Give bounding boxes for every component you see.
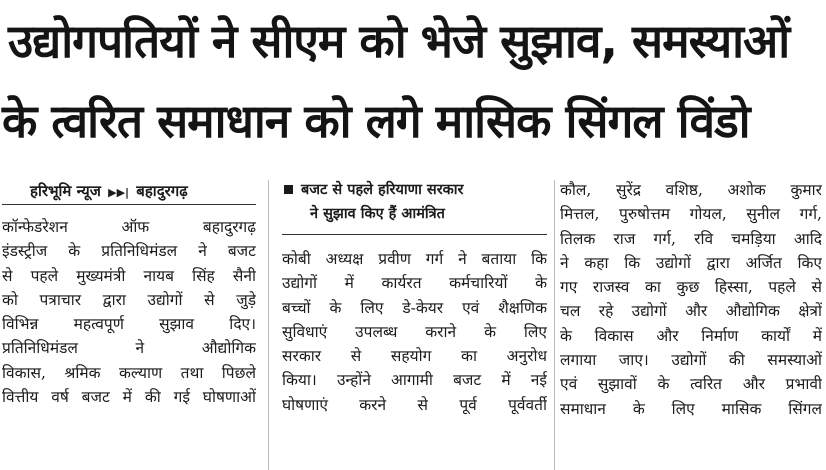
text-line: को पत्राचार द्वारा उद्योगों से जुड़े bbox=[2, 290, 256, 309]
article-column-2 bbox=[282, 178, 547, 417]
column-divider bbox=[268, 180, 269, 470]
text-line: प्रतिनिधिमंडल ने औद्योगिक bbox=[2, 339, 256, 358]
text-line: कोबी अध्यक्ष प्रवीण गर्ग ने बताया कि bbox=[282, 250, 547, 268]
text-line: किया। उन्होंने आगामी बजट में नई bbox=[282, 371, 547, 390]
column-3-body bbox=[560, 178, 822, 421]
text-line: सरकार से सहयोग का अनुरोध bbox=[282, 347, 547, 366]
text-line: एवं सुझावों के त्वरित और प्रभावी bbox=[560, 375, 822, 394]
column-1-body bbox=[2, 215, 256, 409]
text-line: सुविधाएं उपलब्ध कराने के लिए bbox=[282, 322, 547, 341]
text-line: कौल, सुरेंद्र वशिष्ठ, अशोक कुमार bbox=[560, 181, 822, 199]
headline-line-2: के त्वरित समाधान को लगे मासिक सिंगल विंडो bbox=[2, 94, 750, 148]
text-line: विकास, श्रमिक कल्याण तथा पिछले bbox=[2, 363, 256, 382]
subheading-line-1: बजट से पहले हरियाणा सरकार bbox=[301, 182, 464, 198]
text-line: से पहले मुख्यमंत्री नायब सिंह सैनी bbox=[2, 266, 256, 285]
article-column-3 bbox=[560, 178, 822, 421]
text-line: वित्तीय वर्ष बजट में की गई घोषणाओं bbox=[2, 388, 256, 407]
byline-source: हरिभूमि न्यूज bbox=[30, 182, 101, 200]
text-line: लगाया जाए। उद्योगों की समस्याओं bbox=[560, 351, 822, 370]
column-2-body bbox=[282, 247, 547, 417]
text-line: ने कहा कि उद्योगों द्वारा अर्जित किए bbox=[560, 253, 822, 272]
text-line: कॉन्फेडरेशन ऑफ बहादुरगढ़ bbox=[2, 218, 256, 236]
text-line: घोषणाएं करने से पूर्व पूर्ववर्ती bbox=[282, 395, 547, 414]
text-line: विभिन्न महत्वपूर्ण सुझाव दिए। bbox=[2, 315, 256, 334]
text-line: मित्तल, पुरुषोत्तम गोयल, सुनील गर्ग, bbox=[560, 205, 822, 224]
text-line: गए राजस्व का कुछ हिस्सा, पहले से bbox=[560, 278, 822, 297]
byline-arrows: ▶▶| bbox=[108, 186, 130, 199]
article-column-1 bbox=[2, 178, 256, 409]
text-line: चल रहे उद्योगों और औद्योगिक क्षेत्रों bbox=[560, 302, 822, 321]
text-line: बच्चों के लिए डे-केयर एवं शैक्षणिक bbox=[282, 298, 547, 317]
text-line: तिलक राज गर्ग, रवि चमड़िया आदि bbox=[560, 229, 822, 248]
text-line: समाधान के लिए मासिक सिंगल bbox=[560, 399, 822, 418]
subheading bbox=[282, 178, 547, 235]
text-line: उद्योगों में कार्यरत कर्मचारियों के bbox=[282, 274, 547, 293]
headline-line-1: उद्योगपतियों ने सीएम को भेजे सुझाव, समस्याओं bbox=[8, 14, 790, 68]
byline-place: बहादुरगढ़ bbox=[136, 182, 188, 200]
text-line: के विकास और निर्माण कार्यों में bbox=[560, 326, 822, 345]
column-divider bbox=[554, 180, 555, 470]
square-bullet-icon bbox=[284, 185, 293, 194]
subheading-line-2: ने सुझाव किए हैं आमंत्रित bbox=[310, 206, 445, 222]
text-line: इंडस्ट्रीज के प्रतिनिधिमंडल ने बजट bbox=[2, 242, 256, 261]
byline bbox=[2, 178, 256, 205]
